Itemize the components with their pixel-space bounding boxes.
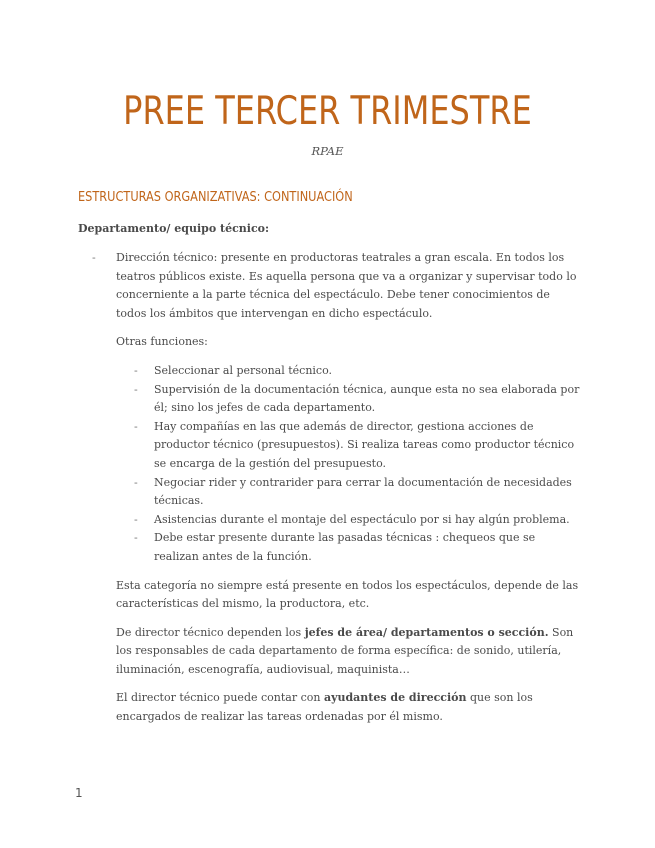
bullet-dash: - <box>134 363 138 377</box>
list-item <box>116 529 583 566</box>
body-content <box>78 249 583 727</box>
section-heading: ESTRUCTURAS ORGANIZATIVAS: CONTINUACIÓN <box>78 189 353 205</box>
paragraph-jefes-bold: jefes de área/ departamentos o sección. <box>304 625 549 639</box>
paragraph-jefes-after: Son los responsables de cada departamento de forma específica: de sonido, utilería, iluminación, escenografía, audiovisual, maquinista… <box>116 625 574 676</box>
bullet-dash: - <box>134 419 138 433</box>
bullet-dash: - <box>134 382 138 396</box>
paragraph-jefes-before: De director técnico dependen los <box>116 625 305 639</box>
page-number: 1 <box>75 786 83 800</box>
list-item-text: Asistencias durante el montaje del espectáculo por si hay algún problema. <box>154 512 570 526</box>
main-bullet <box>78 249 583 323</box>
subsection-heading: Departamento/ equipo técnico: <box>78 222 270 235</box>
page-subtitle: RPAE <box>311 144 344 158</box>
list-item-text: Supervisión de la documentación técnica, aunque esta no sea elaborada por él; sino los jefes de cada departamento. <box>154 382 580 415</box>
paragraph-ayudantes <box>116 689 583 726</box>
paragraph-categoria: Esta categoría no siempre está presente en todos los espectáculos, depende de las características del mismo, la productora, etc. <box>116 578 579 611</box>
list-item <box>116 381 583 418</box>
list-item-text: Seleccionar al personal técnico. <box>154 363 333 377</box>
main-bullet-text: Dirección técnico: presente en productoras teatrales a gran escala. En todos los teatros públicos existe. Es aquella persona que va a organizar y supervisar todo lo concerniente a la parte técnica del espectáculo. Debe tener conocimientos de todos los ámbitos que intervengan en dicho espectáculo. <box>116 251 577 320</box>
bullet-dash: - <box>134 512 138 526</box>
list-item <box>116 418 583 474</box>
list-item <box>116 511 583 530</box>
paragraph-ayudantes-bold: ayudantes de dirección <box>323 691 467 705</box>
otras-funciones-label: Otras funciones: <box>116 335 208 349</box>
paragraph-ayudantes-before: El director técnico puede contar con <box>116 691 324 705</box>
list-item-text: Hay compañías en las que además de director, gestiona acciones de productor técnico (presupuestos). Si realiza tareas como productor técnico se encarga de la gestión del presupuesto. <box>154 419 575 470</box>
list-item <box>116 362 583 381</box>
list-item-text: Debe estar presente durante las pasadas técnicas : chequeos que se realizan antes de la función. <box>154 531 536 563</box>
paragraph-jefes <box>116 624 583 680</box>
bullet-dash: - <box>134 475 138 489</box>
functions-list <box>116 362 583 567</box>
list-item-text: Negociar rider y contrarider para cerrar la documentación de necesidades técnicas. <box>154 475 572 508</box>
list-item <box>116 474 583 511</box>
page-title: PREE TERCER TRIMESTRE <box>123 89 532 134</box>
paragraph-ayudantes-after: que son los encargados de realizar las tareas ordenadas por él mismo. <box>116 691 533 724</box>
bullet-dash: - <box>134 531 138 545</box>
bullet-dash: - <box>92 251 96 264</box>
